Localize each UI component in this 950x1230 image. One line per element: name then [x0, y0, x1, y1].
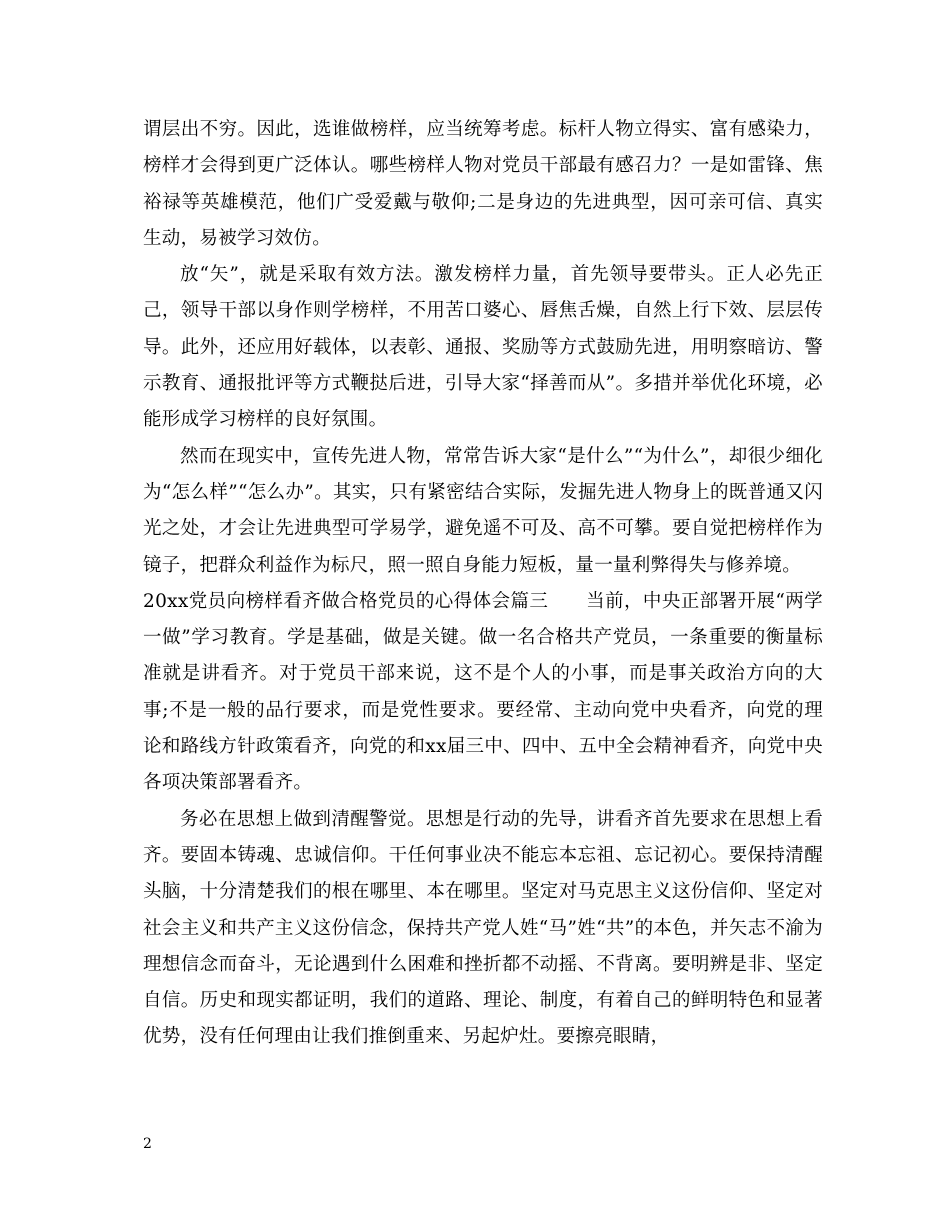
page-number: 2 — [143, 1136, 152, 1152]
paragraph-4-section-heading: 20xx党员向榜样看齐做合格党员的心得体会篇三 当前，中央正部署开展“两学一做”学习教育。学是基础，做是关键。做一名合格共产党员，一条重要的衡量标准就是讲看齐。对于党员干部来说，这不是个人的小事，而是事关政治方向的大事;不是一般的品行要求，而是党性要求。要经常、主动向党中央看齐，向党的理论和路线方针政策看齐，向党的和xx届三中、四中、五中全会精神看齐，向党中央各项决策部署看齐。 — [143, 590, 823, 794]
paragraph-5: 务必在思想上做到清醒警觉。思想是行动的先导，讲看齐首先要求在思想上看齐。要固本铸魂、忠诚信仰。干任何事业决不能忘本忘祖、忘记初心。要保持清醒头脑，十分清楚我们的根在哪里、本在哪里。坚定对马克思主义这份信仰、坚定对社会主义和共产主义这份信念，保持共产党人姓“马”姓“共”的本色，并矢志不渝为理想信念而奋斗，无论遇到什么困难和挫折都不动摇、不背离。要明辨是非、坚定自信。历史和现实都证明，我们的道路、理论、制度，有着自己的鲜明特色和显著优势，没有任何理由让我们推倒重来、另起炉灶。要擦亮眼睛， — [143, 808, 823, 1048]
paragraph-2: 放“矢”，就是采取有效方法。激发榜样力量，首先领导要带头。正人必先正己，领导干部以身作则学榜样，不用苦口婆心、唇焦舌燥，自然上行下效、层层传导。此外，还应用好载体，以表彰、通报、奖励等方式鼓励先进，用明察暗访、警示教育、通报批评等方式鞭挞后进，引导大家“择善而从”。多措并举优化环境，必能形成学习榜样的良好氛围。 — [143, 264, 823, 431]
paragraph-3: 然而在现实中，宣传先进人物，常常告诉大家“是什么”“为什么”，却很少细化为“怎么样”“怎么办”。其实，只有紧密结合实际，发掘先进人物身上的既普通又闪光之处，才会让先进典型可学易学，避免遥不可及、高不可攀。要自觉把榜样作为镜子，把群众利益作为标尺，照一照自身能力短板，量一量利弊得失与修养境。 — [143, 445, 823, 576]
document-body — [143, 112, 823, 1056]
paragraph-1: 谓层出不穷。因此，选谁做榜样，应当统筹考虑。标杆人物立得实、富有感染力，榜样才会得到更广泛体认。哪些榜样人物对党员干部最有感召力？一是如雷锋、焦裕禄等英雄模范，他们广受爱戴与敬仰;二是身边的先进典型，因可亲可信、真实生动，易被学习效仿。 — [143, 119, 823, 249]
